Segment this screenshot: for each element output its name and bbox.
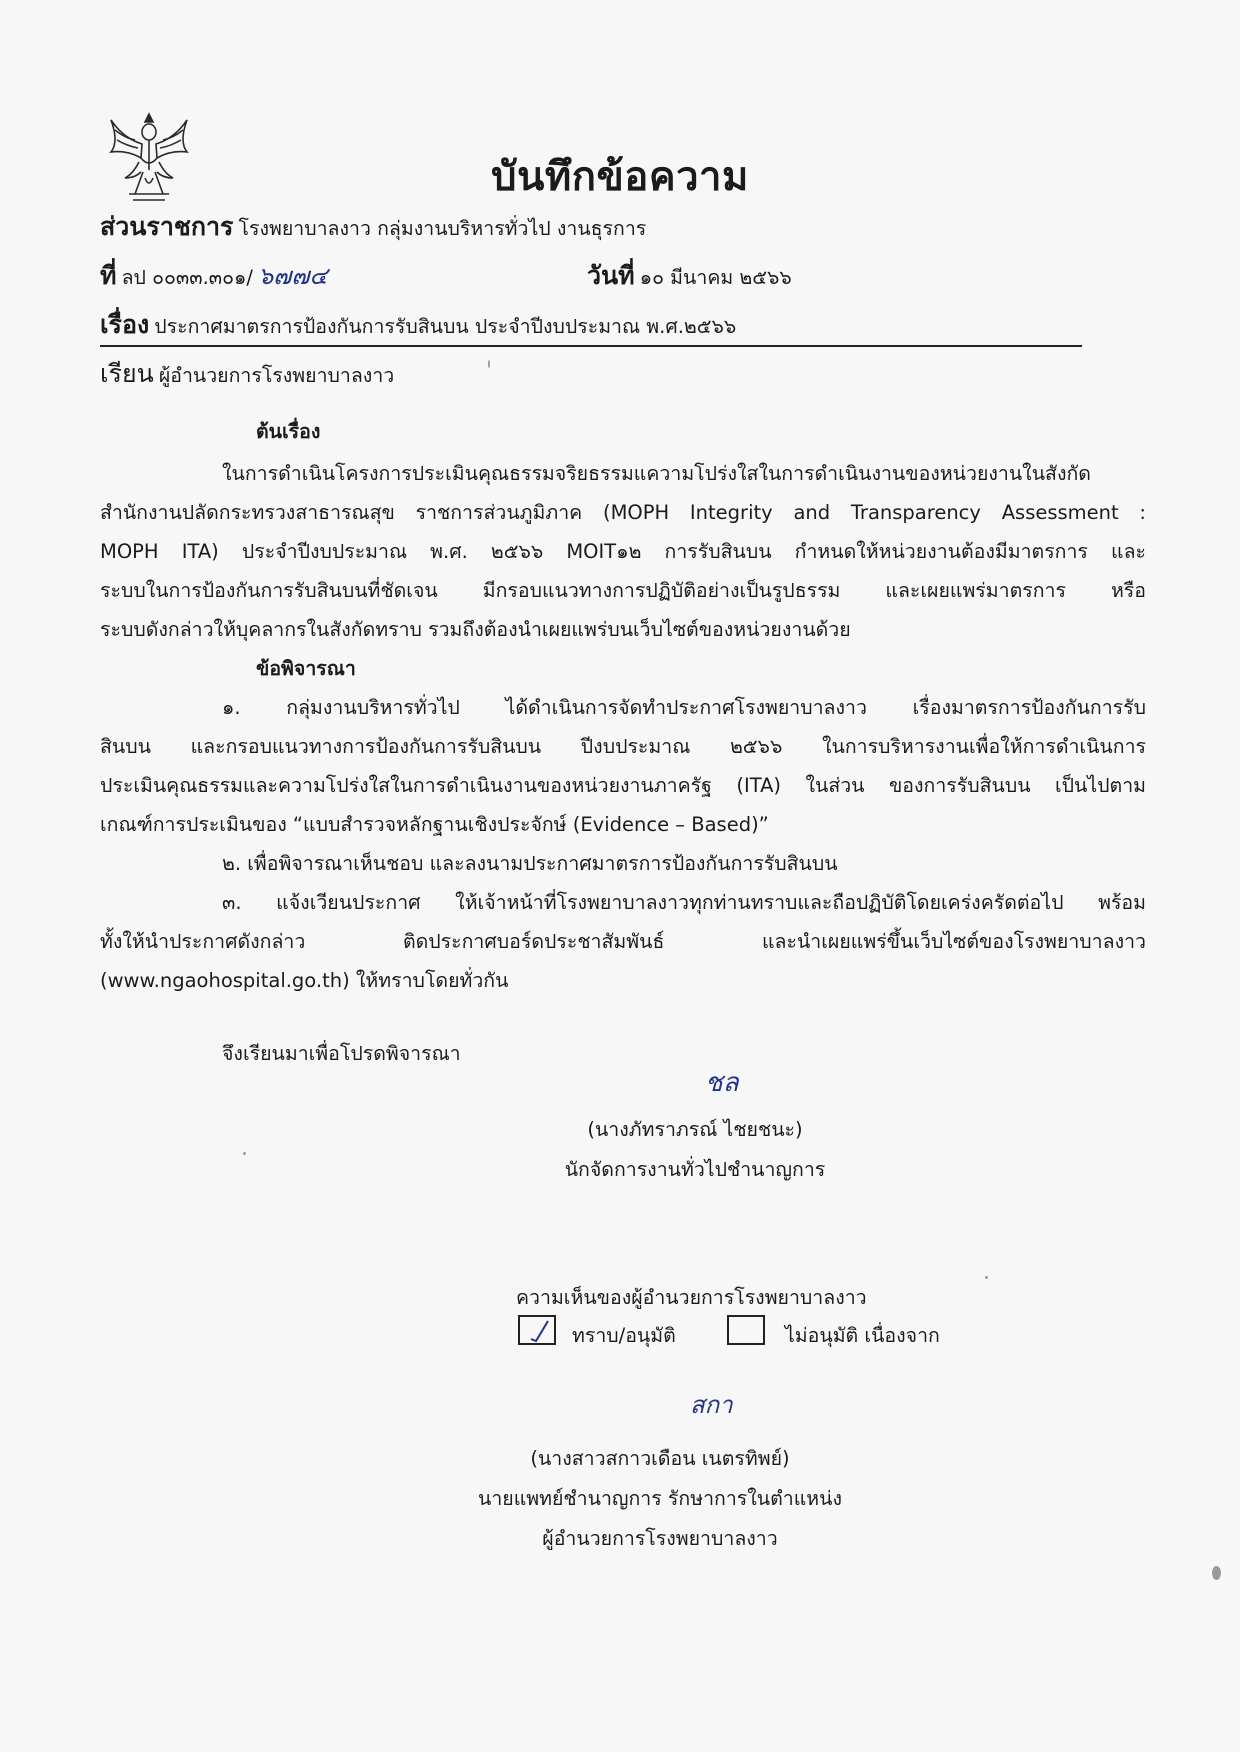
background-heading: ต้นเรื่อง bbox=[256, 420, 321, 443]
consideration-item-3-line: ทั้งให้นำประกาศดังกล่าว ติดประกาศบอร์ดประชาสัมพันธ์ และนำเผยแพร่ขึ้นเว็บไซต์ของโรงพยาบาลงาว bbox=[100, 930, 1146, 953]
scan-speck bbox=[1212, 1566, 1221, 1580]
agency-label: ส่วนราชการ bbox=[100, 212, 234, 241]
background-line: MOPH ITA) ประจำปีงบประมาณ พ.ศ. ๒๕๖๖ MOIT๑๒ การรับสินบน กำหนดให้หน่วยงานต้องมีมาตรการ และ bbox=[100, 540, 1146, 563]
scan-speck bbox=[985, 1276, 988, 1279]
consideration-item-1-line: เกณฑ์การประเมินของ “แบบสำรวจหลักฐานเชิงประจักษ์ (Evidence – Based)” bbox=[100, 813, 769, 836]
reject-option-label: ไม่อนุมัติ เนื่องจาก bbox=[785, 1324, 940, 1347]
consideration-item-2: ๒. เพื่อพิจารณาเห็นชอบ และลงนามประกาศมาตรการป้องกันการรับสินบน bbox=[222, 852, 838, 875]
approve-option-label: ทราบ/อนุมัติ bbox=[572, 1324, 676, 1347]
reference-label: ที่ bbox=[100, 261, 117, 290]
approve-checkbox[interactable] bbox=[518, 1315, 556, 1345]
header-divider bbox=[100, 345, 1082, 347]
subject-label: เรื่อง bbox=[100, 310, 150, 339]
considerations-heading: ข้อพิจารณา bbox=[256, 657, 356, 680]
consideration-item-1-line: ประเมินคุณธรรมและความโปร่งใสในการดำเนินงานของหน่วยงานภาครัฐ (ITA) ในส่วน ของการรับสินบน เป็นไปตาม bbox=[100, 774, 1146, 797]
director-opinion-heading: ความเห็นของผู้อำนวยการโรงพยาบาลงาว bbox=[516, 1286, 867, 1309]
signature-2: สกา bbox=[690, 1391, 733, 1419]
signer-2-position: นายแพทย์ชำนาญการ รักษาการในตำแหน่ง bbox=[478, 1487, 842, 1510]
scan-speck bbox=[243, 1152, 246, 1155]
reference-value: ลป ๐๐๓๓.๓๐๑/ bbox=[121, 266, 253, 289]
signer-1-name: (นางภัทราภรณ์ ไชยชนะ) bbox=[587, 1118, 803, 1141]
agency-row bbox=[100, 207, 646, 247]
addressee-label: เรียน bbox=[100, 359, 154, 388]
consideration-item-1-line: ๑. กลุ่มงานบริหารทั่วไป ได้ดำเนินการจัดทำประกาศโรงพยาบาลงาว เรื่องมาตรการป้องกันการรับ bbox=[222, 696, 1146, 719]
reference-handwritten-number: ๖๗๗๔ bbox=[258, 262, 328, 290]
addressee-row bbox=[100, 354, 394, 394]
subject-value: ประกาศมาตรการป้องกันการรับสินบน ประจำปีงบประมาณ พ.ศ.๒๕๖๖ bbox=[154, 315, 737, 338]
addressee-value: ผู้อำนวยการโรงพยาบาลงาว bbox=[158, 364, 395, 387]
agency-value: โรงพยาบาลงาว กลุ่มงานบริหารทั่วไป งานธุรการ bbox=[238, 217, 647, 240]
background-line: ระบบดังกล่าวให้บุคลากรในสังกัดทราบ รวมถึงต้องนำเผยแพร่บนเว็บไซต์ของหน่วยงานด้วย bbox=[100, 618, 851, 641]
checkmark-icon bbox=[528, 1319, 550, 1343]
signer-1-position: นักจัดการงานทั่วไปชำนาญการ bbox=[564, 1158, 826, 1181]
reference-row bbox=[100, 256, 328, 296]
date-row bbox=[587, 256, 792, 296]
consideration-item-1-line: สินบน และกรอบแนวทางการป้องกันการรับสินบน ปีงบประมาณ ๒๕๖๖ ในการบริหารงานเพื่อให้การดำเนินการ bbox=[100, 735, 1146, 758]
date-label: วันที่ bbox=[587, 261, 635, 290]
background-line: ระบบในการป้องกันการรับสินบนที่ชัดเจน มีกรอบแนวทางการปฏิบัติอย่างเป็นรูปธรรม และเผยแพร่มาตรการ หรือ bbox=[100, 579, 1146, 602]
closing-text: จึงเรียนมาเพื่อโปรดพิจารณา bbox=[222, 1042, 461, 1065]
reject-checkbox[interactable] bbox=[727, 1315, 765, 1345]
signature-1: ชล bbox=[705, 1068, 739, 1098]
signer-2-name: (นางสาวสกาวเดือน เนตรทิพย์) bbox=[530, 1447, 790, 1470]
consideration-item-3-line: (www.ngaohospital.go.th) ให้ทราบโดยทั่วกัน bbox=[100, 969, 509, 992]
subject-row bbox=[100, 305, 736, 345]
scan-speck bbox=[488, 360, 490, 368]
background-line: ในการดำเนินโครงการประเมินคุณธรรมจริยธรรมแความโปร่งใสในการดำเนินงานของหน่วยงานในสังกัด bbox=[222, 462, 1091, 485]
background-line: สำนักงานปลัดกระทรวงสาธารณสุข ราชการส่วนภูมิภาค (MOPH Integrity and Transparency Assessment : bbox=[100, 501, 1146, 524]
date-value: ๑๐ มีนาคม ๒๕๖๖ bbox=[639, 266, 792, 289]
signer-2-position-line-2: ผู้อำนวยการโรงพยาบาลงาว bbox=[542, 1527, 778, 1550]
page-title: บันทึกข้อความ bbox=[491, 154, 749, 200]
consideration-item-3-line: ๓. แจ้งเวียนประกาศ ให้เจ้าหน้าที่โรงพยาบาลงาวทุกท่านทราบและถือปฏิบัติโดยเคร่งครัดต่อไป พร้อม bbox=[222, 891, 1146, 914]
